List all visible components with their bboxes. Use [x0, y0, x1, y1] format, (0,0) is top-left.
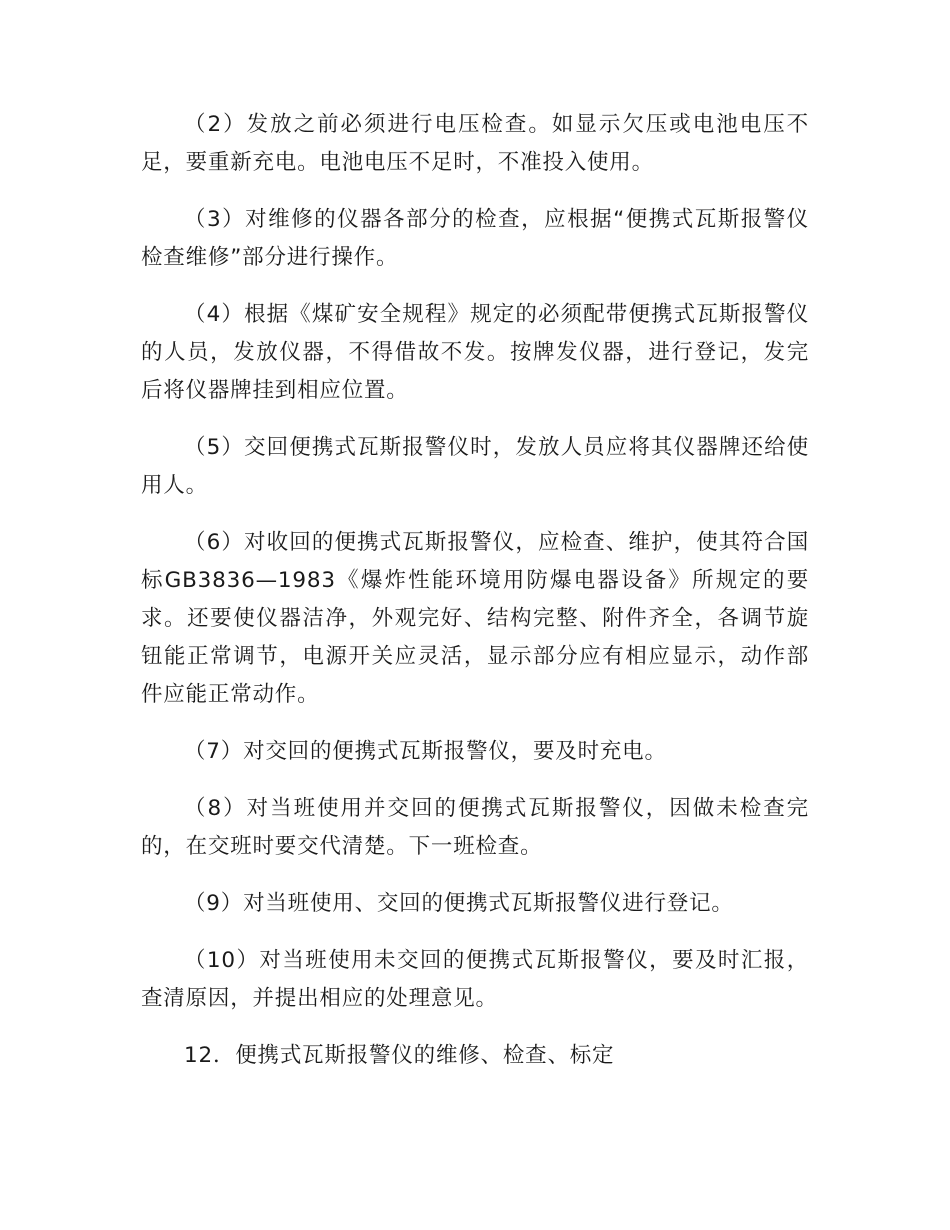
paragraph-item-2: （2）发放之前必须进行电压检查。如显示欠压或电池电压不足，要重新充电。电池电压不足时，不准投入使用。 — [141, 112, 809, 175]
paragraph-item-8: （8）对当班使用并交回的便携式瓦斯报警仪，因做未检查完的，在交班时要交代清楚。下一班检查。 — [141, 796, 809, 859]
paragraph-item-5: （5）交回便携式瓦斯报警仪时，发放人员应将其仪器牌还给使用人。 — [141, 435, 809, 498]
document-body — [141, 106, 809, 1075]
paragraph-item-4: （4）根据《煤矿安全规程》规定的必须配带便携式瓦斯报警仪的人员，发放仪器，不得借故不发。按牌发仪器，进行登记，发完后将仪器牌挂到相应位置。 — [141, 302, 809, 403]
paragraph-item-3: （3）对维修的仪器各部分的检查，应根据“便携式瓦斯报警仪检查维修”部分进行操作。 — [141, 207, 809, 270]
section-heading: 12．便携式瓦斯报警仪的维修、检查、标定 — [184, 1043, 615, 1068]
paragraph-item-9: （9）对当班使用、交回的便携式瓦斯报警仪进行登记。 — [184, 891, 734, 916]
paragraph-item-6: （6）对收回的便携式瓦斯报警仪，应检查、维护，使其符合国标GB3836—1983《爆炸性能环境用防爆电器设备》所规定的要求。还要使仪器洁净，外观完好、结构完整、附件齐全，各调节旋钮能正常调节，电源开关应灵活，显示部分应有相应显示，动作部件应能正常动作。 — [141, 530, 809, 707]
paragraph-item-10: （10）对当班使用未交回的便携式瓦斯报警仪，要及时汇报，查清原因，并提出相应的处理意见。 — [141, 948, 809, 1011]
paragraph-item-7: （7）对交回的便携式瓦斯报警仪，要及时充电。 — [184, 739, 667, 764]
